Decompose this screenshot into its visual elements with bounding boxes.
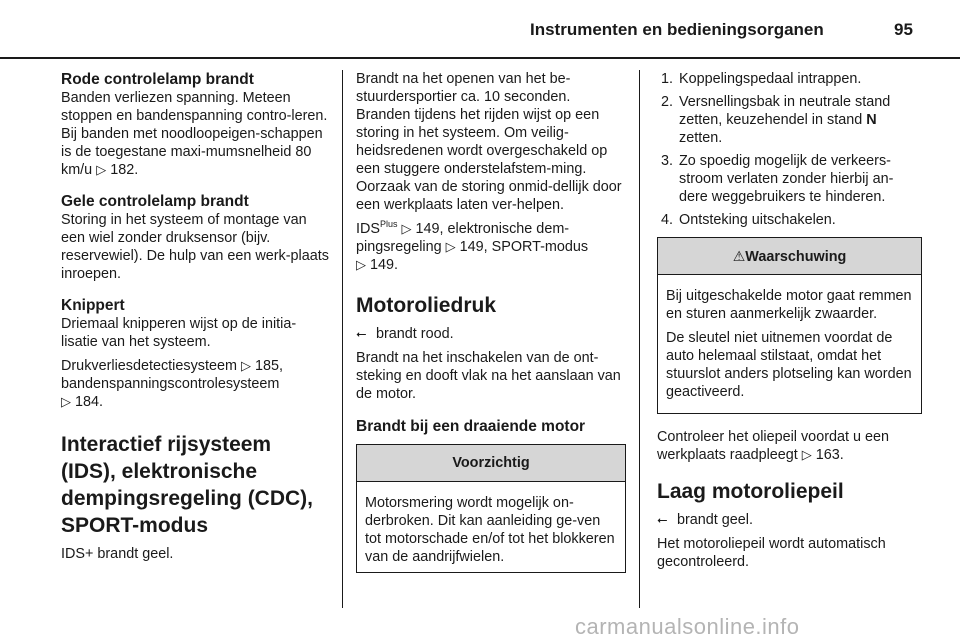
column-3: [657, 70, 922, 577]
section-title-red-lamp: Rode controlelamp brandt: [61, 71, 254, 88]
paragraph: Het motoroliepeil wordt automatisch gecontroleerd.: [657, 536, 886, 570]
paragraph: Storing in het systeem of montage van een wiel zonder druksensor (bijv. reservewiel). De hulp van een werk-plaats inroepen.: [61, 212, 329, 282]
warning-box-body: [658, 275, 921, 413]
list-item: 3. Zo spoedig mogelijk de verkeers-stroom verlaten zonder hierbij an-dere weggebruikers te hinderen.: [661, 153, 894, 205]
oil-can-icon: ⭠: [356, 326, 367, 341]
warning-box-header: ⚠Waarschuwing: [658, 238, 921, 275]
paragraph: $IDS^{Plus}$ ▷ 149, elektronische dem-pingsregeling ▷ 149, SPORT-modus ▷ 149.: [356, 219, 589, 273]
page-number: 95: [894, 20, 913, 39]
page-ref-arrow-icon: ▷: [801, 447, 812, 462]
page-ref-arrow-icon: ▷: [96, 162, 107, 177]
page-ref-arrow-icon: ▷: [240, 358, 251, 373]
paragraph: ⭠ brandt rood.: [356, 326, 454, 342]
caution-box-header: Voorzichtig: [357, 445, 625, 482]
oil-level-icon: ⭠: [657, 512, 668, 527]
steps-list: [657, 70, 922, 229]
page-header: [0, 0, 960, 58]
paragraph: Driemaal knipperen wijst op de initia-lisatie van het systeem.: [61, 316, 297, 350]
paragraph: De sleutel niet uitnemen voordat de auto helemaal stilstaat, omdat het stuurslot anders plotseling kan worden geactiveerd.: [666, 330, 912, 400]
warning-triangle-icon: ⚠: [732, 248, 746, 264]
column-2: [356, 70, 626, 587]
list-item: 4. Ontsteking uitschakelen.: [661, 212, 836, 228]
page-ref-arrow-icon: ▷: [445, 239, 456, 254]
subsection-title-running-engine: Brandt bij een draaiende motor: [356, 418, 586, 435]
caution-box-text: Motorsmering wordt mogelijk on-derbroken. Dit kan aanleiding ge-ven tot motorschade en/of tot het blokkeren van de aandrijfwielen.: [365, 495, 615, 565]
column-1: [61, 70, 331, 563]
warning-box: [657, 237, 922, 414]
header-rule: [0, 57, 960, 59]
column-divider-1: [342, 70, 343, 608]
paragraph: Banden verliezen spanning. Meteen stoppen en bandenspanning contro-leren. Bij banden met noodloopeigen-schappen is de toegestane maxi-mumsnelheid 80 km/u ▷ 182.: [61, 90, 328, 178]
section-title-oil-pressure: Motoroliedruk: [356, 294, 496, 317]
paragraph: Controleer het oliepeil voordat u een werkplaats raadpleegt ▷ 163.: [657, 429, 889, 463]
column-divider-2: [639, 70, 640, 608]
paragraph: Brandt na het openen van het be-stuurdersportier ca. 10 seconden. Branden tijdens het rijden wijst op een storing in het systeem. Om veilig-heidsredenen wordt overgeschakeld op een stuggere onderstelafstem-ming. Oorzaak van de storing onmid-dellijk door een werkplaats laten ver-helpen.: [356, 71, 622, 213]
caution-box: [356, 444, 626, 573]
paragraph: IDS+ brandt geel.: [61, 546, 174, 562]
page-ref-arrow-icon: ▷: [61, 394, 71, 409]
section-title-yellow-lamp: Gele controlelamp brandt: [61, 193, 249, 210]
paragraph: ⭠ brandt geel.: [657, 512, 754, 528]
paragraph: Drukverliesdetectiesysteem ▷ 185, bandenspanningscontrolesysteem ▷ 184.: [61, 358, 283, 410]
section-title-low-oil-level: Laag motoroliepeil: [657, 480, 844, 503]
page-ref: 182.: [110, 162, 139, 178]
page-ref-arrow-icon: ▷: [401, 221, 412, 236]
page-header-title: Instrumenten en bedieningsorganen: [530, 20, 824, 39]
paragraph: Bij uitgeschakelde motor gaat remmen en sturen aanmerkelijk zwaarder.: [666, 288, 912, 322]
watermark: carmanualsonline.info: [575, 614, 800, 639]
section-title-ids: Interactief rijsysteem (IDS), elektronische dempingsregeling (CDC), SPORT-modus: [61, 433, 314, 537]
list-item: 2. Versnellingsbak in neutrale stand zetten, keuzehendel in stand N zetten.: [661, 94, 891, 146]
paragraph: Brandt na het inschakelen van de ont-steking en dooft vlak na het aanslaan van de motor.: [356, 350, 621, 402]
page-ref-arrow-icon: ▷: [356, 257, 366, 272]
list-item: 1. Koppelingspedaal intrappen.: [661, 71, 862, 87]
section-title-flashing: Knippert: [61, 297, 125, 314]
